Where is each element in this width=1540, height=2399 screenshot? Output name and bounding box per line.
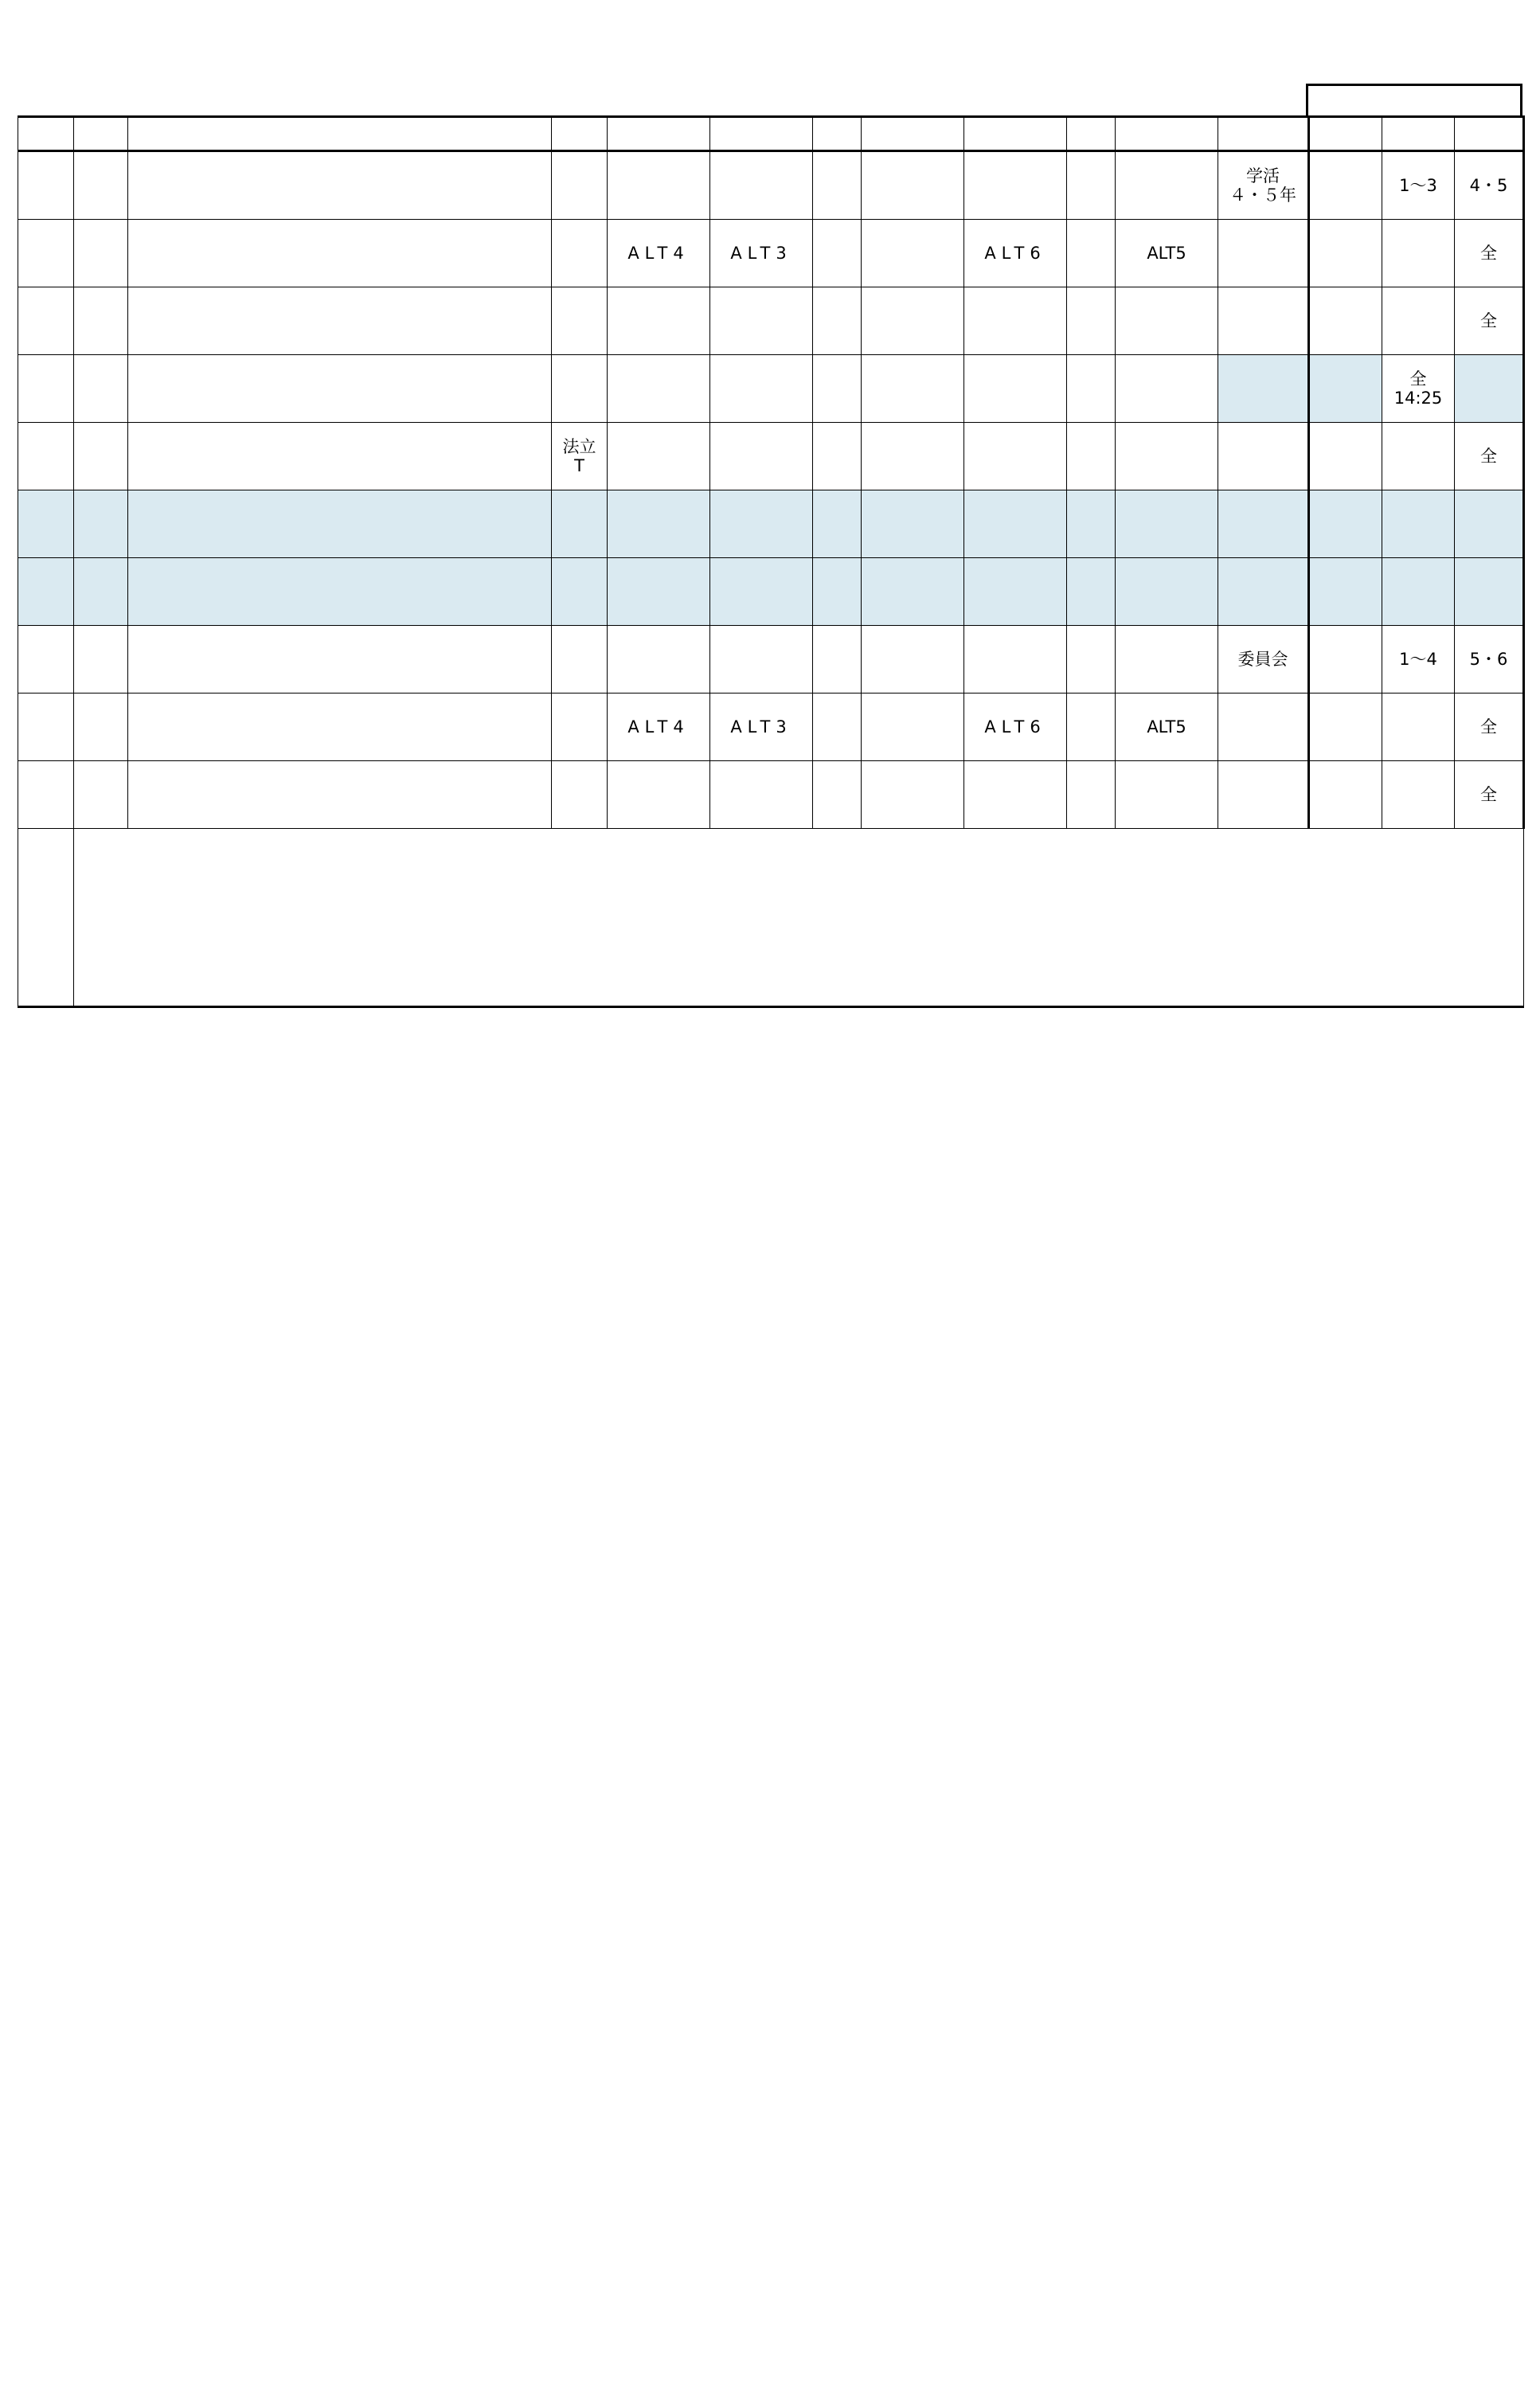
header-period-3 — [862, 117, 964, 151]
period-cell — [608, 490, 710, 558]
weekday — [74, 490, 128, 558]
period-cell — [1218, 220, 1309, 287]
period-cell: ALT5 — [1116, 220, 1218, 287]
event-cell — [128, 558, 552, 626]
dismissal-cell — [1382, 490, 1455, 558]
period-cell: ALT3 — [710, 220, 813, 287]
dismissal-cell — [1382, 287, 1455, 355]
notes-label — [18, 829, 74, 1007]
header-weekday — [74, 117, 128, 151]
dismissal-cell — [1382, 220, 1455, 287]
header-period-4 — [964, 117, 1067, 151]
period-cell — [1067, 220, 1116, 287]
dismissal-cell: 全 — [1455, 220, 1524, 287]
day-row — [18, 761, 1524, 829]
day-number — [18, 694, 74, 761]
dismissal-cell — [1309, 151, 1382, 220]
day-row — [18, 694, 1524, 761]
day-row — [18, 423, 1524, 490]
dismissal-cell — [1309, 626, 1382, 694]
period-cell — [710, 558, 813, 626]
period-cell — [813, 558, 862, 626]
weekday — [74, 558, 128, 626]
header-day — [18, 117, 74, 151]
period-cell — [710, 761, 813, 829]
period-cell — [964, 151, 1067, 220]
weekday — [74, 423, 128, 490]
event-cell — [128, 490, 552, 558]
period-cell — [862, 287, 964, 355]
day-number — [18, 355, 74, 423]
period-cell — [608, 423, 710, 490]
day-number — [18, 761, 74, 829]
period-cell: ALT3 — [710, 694, 813, 761]
dismissal-cell — [1309, 558, 1382, 626]
period-cell — [1067, 626, 1116, 694]
period-cell — [813, 355, 862, 423]
period-cell — [1218, 423, 1309, 490]
day-number — [18, 220, 74, 287]
notes-body — [74, 829, 1524, 1007]
period-cell — [1116, 151, 1218, 220]
period-cell — [862, 151, 964, 220]
dismissal-cell — [1309, 355, 1382, 423]
period-cell — [862, 558, 964, 626]
period-cell — [608, 287, 710, 355]
period-cell — [1218, 490, 1309, 558]
weekday — [74, 694, 128, 761]
period-cell — [710, 490, 813, 558]
dismissal-cell — [1309, 694, 1382, 761]
period-cell — [813, 151, 862, 220]
period-cell — [608, 151, 710, 220]
dismissal-cell — [1309, 423, 1382, 490]
period-cell — [862, 423, 964, 490]
period-cell — [1067, 355, 1116, 423]
period-cell — [813, 626, 862, 694]
period-cell — [964, 626, 1067, 694]
dismissal-cell — [1309, 287, 1382, 355]
header-period-1 — [608, 117, 710, 151]
period-cell: ALT4 — [608, 694, 710, 761]
dismissal-cell — [1309, 490, 1382, 558]
period-cell — [1218, 287, 1309, 355]
period-cell — [1067, 423, 1116, 490]
dismissal-cell — [1309, 761, 1382, 829]
day-row — [18, 220, 1524, 287]
period-cell — [1116, 626, 1218, 694]
period-cell — [813, 423, 862, 490]
weekday — [74, 355, 128, 423]
dismissal-cell: 全 — [1455, 761, 1524, 829]
day-number — [18, 287, 74, 355]
period-cell — [1067, 151, 1116, 220]
period-cell — [813, 490, 862, 558]
day-row — [18, 558, 1524, 626]
header-time-1320 — [1309, 117, 1382, 151]
weekday — [74, 220, 128, 287]
day-number — [18, 490, 74, 558]
event-cell — [128, 626, 552, 694]
dismissal-cell: 全 — [1455, 694, 1524, 761]
period-cell — [964, 490, 1067, 558]
header-time-1450 — [1382, 117, 1455, 151]
period-cell — [552, 490, 608, 558]
event-cell — [128, 220, 552, 287]
dismissal-cell: 1～4 — [1382, 626, 1455, 694]
day-row — [18, 490, 1524, 558]
period-cell — [710, 287, 813, 355]
period-cell — [552, 355, 608, 423]
header-period-6 — [1218, 117, 1309, 151]
period-cell — [1218, 694, 1309, 761]
dismissal-cell — [1382, 558, 1455, 626]
period-cell — [1116, 287, 1218, 355]
dismissal-header — [1306, 84, 1522, 115]
day-row — [18, 151, 1524, 220]
day-number — [18, 558, 74, 626]
dismissal-cell: 全 — [1455, 423, 1524, 490]
period-cell — [608, 761, 710, 829]
period-cell — [862, 761, 964, 829]
period-cell — [1067, 558, 1116, 626]
period-cell — [1067, 761, 1116, 829]
period-cell: 学活 ４・５年 — [1218, 151, 1309, 220]
period-cell — [1218, 355, 1309, 423]
period-cell — [964, 287, 1067, 355]
period-cell: 法立 T — [552, 423, 608, 490]
period-cell — [1218, 558, 1309, 626]
period-cell — [552, 151, 608, 220]
period-cell — [964, 558, 1067, 626]
day-number — [18, 151, 74, 220]
period-cell — [862, 490, 964, 558]
period-cell — [1116, 490, 1218, 558]
header-period-blank — [552, 117, 608, 151]
period-cell — [1116, 558, 1218, 626]
dismissal-cell: 5・6 — [1455, 626, 1524, 694]
period-cell — [710, 626, 813, 694]
header-period-blank — [1067, 117, 1116, 151]
period-cell — [1116, 761, 1218, 829]
dismissal-cell — [1382, 423, 1455, 490]
event-cell — [128, 423, 552, 490]
dismissal-cell: 1～3 — [1382, 151, 1455, 220]
period-cell — [710, 151, 813, 220]
period-cell — [813, 694, 862, 761]
period-cell: 委員会 — [1218, 626, 1309, 694]
period-cell — [552, 694, 608, 761]
day-row — [18, 355, 1524, 423]
dismissal-cell: 全 — [1455, 287, 1524, 355]
schedule-table — [18, 115, 1525, 1008]
period-cell — [862, 355, 964, 423]
period-cell — [964, 761, 1067, 829]
period-cell — [964, 423, 1067, 490]
event-cell — [128, 694, 552, 761]
period-cell — [552, 220, 608, 287]
dismissal-cell — [1455, 558, 1524, 626]
weekday — [74, 151, 128, 220]
header-period-blank — [813, 117, 862, 151]
period-cell — [813, 761, 862, 829]
dismissal-cell — [1382, 694, 1455, 761]
event-cell — [128, 355, 552, 423]
event-cell — [128, 287, 552, 355]
period-cell — [1116, 423, 1218, 490]
period-cell — [710, 423, 813, 490]
dismissal-cell — [1455, 355, 1524, 423]
period-cell — [964, 355, 1067, 423]
dismissal-cell: 全 14:25 — [1382, 355, 1455, 423]
dismissal-cell — [1382, 761, 1455, 829]
day-row — [18, 287, 1524, 355]
notes-row — [18, 829, 1524, 1007]
period-cell — [608, 626, 710, 694]
weekday — [74, 761, 128, 829]
event-cell — [128, 151, 552, 220]
period-cell — [1067, 490, 1116, 558]
period-cell — [552, 558, 608, 626]
period-cell — [552, 626, 608, 694]
period-cell — [608, 558, 710, 626]
period-cell: ALT6 — [964, 694, 1067, 761]
header-time-1540 — [1455, 117, 1524, 151]
period-cell — [862, 626, 964, 694]
day-number — [18, 423, 74, 490]
weekday — [74, 626, 128, 694]
event-cell — [128, 761, 552, 829]
period-cell: ALT4 — [608, 220, 710, 287]
dismissal-cell — [1455, 490, 1524, 558]
period-cell — [1067, 287, 1116, 355]
day-number — [18, 626, 74, 694]
period-cell — [1067, 694, 1116, 761]
header-period-2 — [710, 117, 813, 151]
period-cell — [813, 287, 862, 355]
period-cell — [813, 220, 862, 287]
dismissal-cell — [1309, 220, 1382, 287]
header-events — [128, 117, 552, 151]
period-cell: ALT5 — [1116, 694, 1218, 761]
day-row — [18, 626, 1524, 694]
weekday — [74, 287, 128, 355]
period-cell — [1116, 355, 1218, 423]
period-cell — [608, 355, 710, 423]
period-cell — [552, 761, 608, 829]
period-cell: ALT6 — [964, 220, 1067, 287]
dismissal-cell: 4・5 — [1455, 151, 1524, 220]
period-cell — [862, 694, 964, 761]
header-period-5 — [1116, 117, 1218, 151]
header-row — [18, 117, 1524, 151]
period-cell — [862, 220, 964, 287]
period-cell — [710, 355, 813, 423]
period-cell — [1218, 761, 1309, 829]
period-cell — [552, 287, 608, 355]
